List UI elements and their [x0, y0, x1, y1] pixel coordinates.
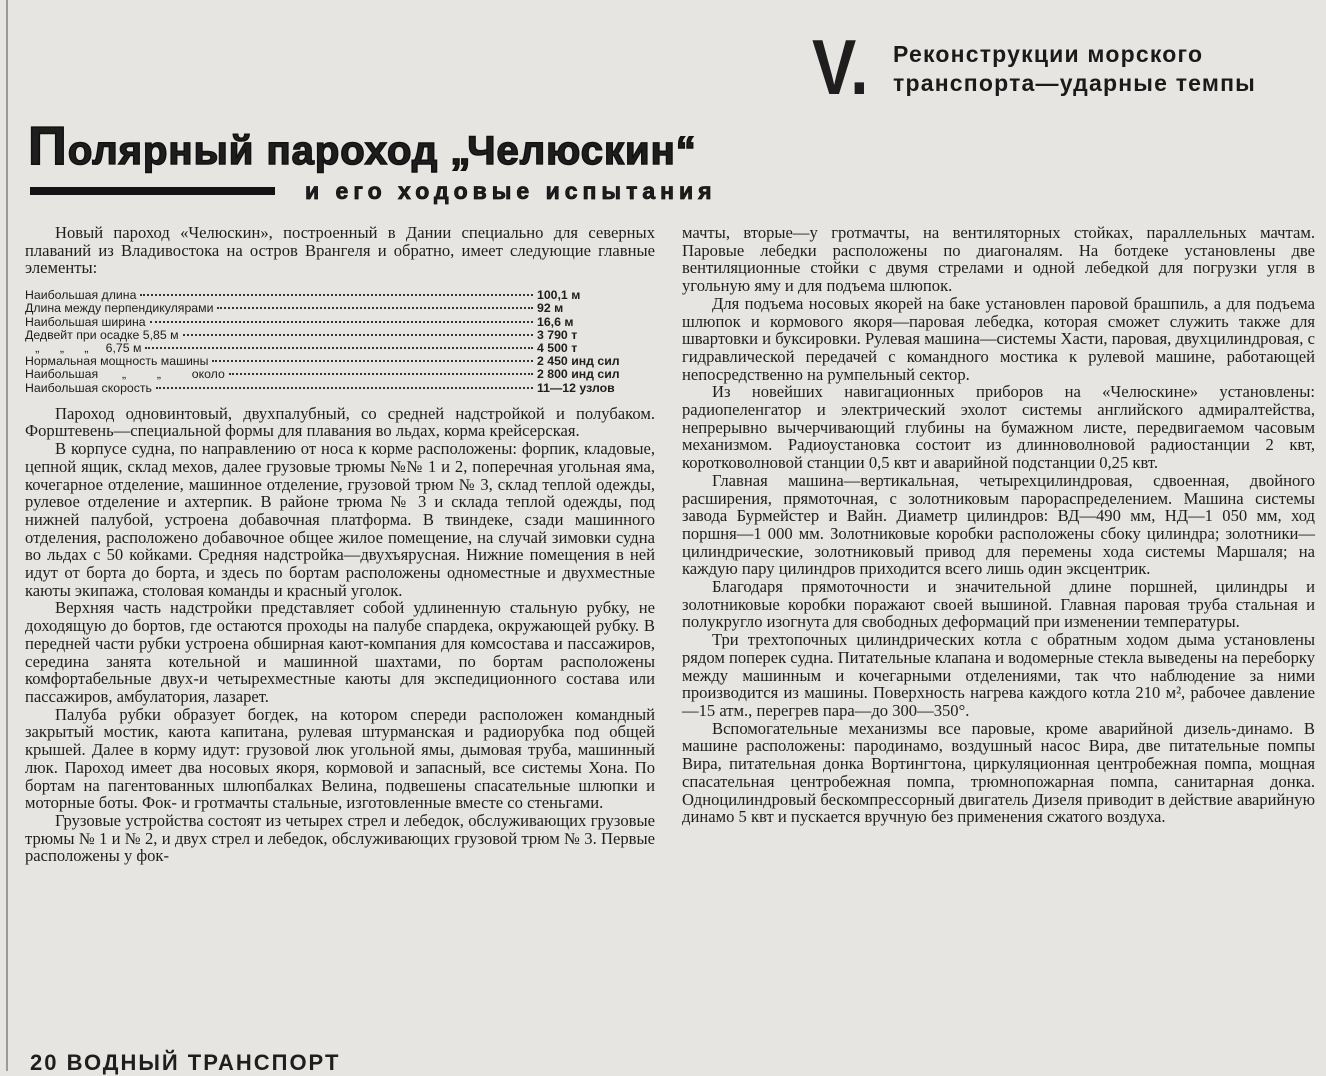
- dot-leader: [212, 360, 533, 362]
- spec-label: Нормальная мощность машины: [25, 354, 209, 369]
- body-paragraph: Верхняя часть надстройки представляет собой удлиненную стальную рубку, не доходящую до бортов, где остаются проходы на палубе спардека, окружающей рубку. В передней части рубки устроена обширная кают-компания для комсостава и пассажиров, середина занята котельной и машинной шахтами, по бортам расположены комфортабельные двух-и четырехместные каюты для экспедиционного состава или пассажиров, амбулатория, лазарет.: [25, 598, 655, 706]
- body-paragraph: Из новейших навигационных приборов на «Челюскине» установлены: радиопеленгатор и электрический эхолот системы английского адмиралтейства, непрерывно вычерчивающий глубины на бумажном листе, передвигаемом часовым механизмом. Радиоустановка состоит из длинноволновой радиостанции 2 квт, коротковолновой станции 0,5 квт и аварийной подстанции 0,25 квт.: [682, 382, 1315, 473]
- spec-row: [25, 302, 655, 315]
- body-paragraph: В корпусе судна, по направлению от носа к корме расположены: форпик, кладовые, цепной ящик, склад мехов, далее грузовые трюмы №№ 1 и 2, поперечная угольная яма, кочегарное отделение, машинное отделение, грузовой трюм № 3, склад теплой одежды, рулевое отделение и ахтерпик. В районе трюма № 3 и склада теплой одежды, под нижней палубой, устроена добавочная платформа. В твиндеке, сзади машинного отделения, расположено добавочное общее жилое помещение, на случай зимовки судна во льдах с 50 койками. Средняя надстройка—двухъярусная. Нижние помещения в ней идут от борта до борта, и здесь по бортам расположены одноместные и двухместные каюты экипажа, столовая команды и красный уголок.: [25, 439, 655, 600]
- dot-leader: [145, 347, 533, 349]
- spec-label: Наибольшая „ „ около: [25, 367, 225, 382]
- left-column: [25, 224, 655, 865]
- dot-leader: [156, 387, 533, 389]
- intro-paragraph: Новый пароход «Челюскин», построенный в Дании специально для северных плаваний из Владивостока на остров Врангеля и обратно, имеет следующие главные элементы:: [25, 223, 655, 278]
- body-paragraph: Главная машина—вертикальная, четырехцилиндровая, сдвоенная, двойного расширения, прямоточная, с золотниковым парораспределением. Машина системы завода Бурмейстер и Вайн. Диаметр цилиндров: ВД—490 мм, НД—1 050 мм, ход поршня—1 000 мм. Золотниковые коробки расположены сбоку цилиндра; золотники—цилиндрические, золотниковый привод для перемены хода системы Маршаля; на каждую пару цилиндров приходится всего лишь один эксцентрик.: [682, 470, 1315, 579]
- spec-value: 4 500 т: [537, 340, 578, 355]
- spec-label: Наибольшая ширина: [25, 314, 146, 329]
- dot-leader: [183, 334, 533, 336]
- dot-leader: [140, 294, 533, 296]
- title-text: олярный пароход „Челюскин“: [67, 129, 697, 173]
- article-title: [28, 118, 697, 179]
- section-numeral: V.: [812, 23, 869, 111]
- spec-label: Наибольшая скорость: [25, 380, 152, 395]
- spec-label: Длина между перпендикулярами: [25, 301, 214, 316]
- continuation-paragraph: мачты, вторые—у гротмачты, на вентиляторных стойках, параллельных мачтам. Паровые лебедки расположены по диагоналям. На ботдеке установлены две вентиляционные стойки с двумя стрелами и одной лебедкой для погрузки угля в угольную яму и для подъема шлюпок.: [682, 223, 1315, 296]
- spec-row: [25, 316, 655, 329]
- spec-value: 16,6 м: [537, 314, 574, 329]
- page-footer: [30, 1050, 340, 1076]
- body-paragraph: Для подъема носовых якорей на баке установлен паровой брашпиль, а для подъема шлюпок и кормового якоря—паровая лебедка, которая сможет служить также для швартовки и буксировки. Рулевая машина—системы Хасти, паровая, двухцилиндровая, с гидравлической передачей с командного мостика к рулевой машине, работающей непосредственно на румпельный сектор.: [682, 293, 1315, 384]
- page-number: 20: [30, 1050, 59, 1075]
- spec-value: 2 800 инд сил: [537, 367, 620, 382]
- spec-row: [25, 368, 655, 381]
- section-heading-line2: транспорта—ударные темпы: [893, 70, 1257, 96]
- section-heading: [893, 40, 1256, 98]
- section-heading-line1: Реконструкции морского: [893, 41, 1204, 67]
- spec-value: 92 м: [537, 301, 564, 316]
- dot-leader: [229, 373, 533, 375]
- spec-label: Наибольшая длина: [25, 288, 137, 303]
- body-paragraph: Три трехтопочных цилиндрических котла с обратным ходом дыма установлены рядом поперек судна. Питательные клапана и водомерные стекла выведены на переборку между машинным и кочегарными отделениями, так что наблюдение за ними производится из машины. Поверхность нагрева каждого котла 210 м², рабочее давление—15 атм., перегрев пара—до 300—350°.: [682, 630, 1315, 720]
- title-initial: П: [28, 116, 68, 176]
- spec-value: 11—12 узлов: [537, 380, 615, 395]
- publication-name: ВОДНЫЙ ТРАНСПОРТ: [66, 1050, 341, 1075]
- title-rule: [30, 187, 275, 195]
- spec-label: „ „ „ 6,75 м: [25, 340, 142, 355]
- dot-leader: [217, 307, 533, 309]
- body-paragraph: Грузовые устройства состоят из четырех стрел и лебедок, обслуживающих грузовые трюмы № 1 и № 2, и двух стрел и лебедок, обслуживающих грузовой трюм № 3. Первые расположены у фок-: [25, 810, 655, 866]
- spec-value: 100,1 м: [537, 288, 581, 303]
- dot-leader: [150, 321, 533, 323]
- body-paragraph: Пароход одновинтовый, двухпалубный, со средней надстройкой и полубаком. Форштевень—специальной формы для плавания во льдах, корма крейсерская.: [25, 403, 655, 441]
- spec-value: 2 450 инд сил: [537, 354, 620, 369]
- right-column: [682, 224, 1315, 826]
- article-subtitle: и его ходовые испытания: [305, 178, 717, 204]
- body-paragraph: Палуба рубки образует богдек, на котором спереди расположен командный закрытый мостик, каюта капитана, рулевая штурманская и радиорубка под общей крышей. Далее в корму идут: грузовой люк угольной ямы, дымовая труба, машинный люк. Пароход имеет два носовых якоря, кормовой и запасный, все системы Хона. По бортам на пагентованных шлюпбалках Велина, подвешены спасательные шлюпки и моторные боты. Фок- и гротмачты стальные, изготовленные вместе со стеньгами.: [25, 704, 655, 813]
- spec-label: Дедвейт при осадке 5,85 м: [25, 327, 179, 342]
- page-edge-line: [6, 0, 8, 1071]
- body-paragraph: Благодаря прямоточности и значительной длине поршней, цилиндры и золотниковые коробки поражают своей вышиной. Главная паровая труба стальная и полукругло изогнута для свободных деформаций при изменении температуры.: [682, 577, 1315, 632]
- right-paragraphs: [682, 295, 1315, 826]
- spec-value: 3 790 т: [537, 327, 578, 342]
- left-paragraphs: [25, 405, 655, 865]
- spec-row: [25, 382, 655, 395]
- specs-table: [25, 289, 655, 395]
- spec-row: [25, 329, 655, 342]
- body-paragraph: Вспомогательные механизмы все паровые, кроме аварийной дизель-динамо. В машине расположены: пародинамо, воздушный насос Вира, две питательные помпы Вира, питательная донка Вортингтона, циркуляционная центробежная помпа, мощная спасательная центробежная помпа, трюмнопожарная помпа, санитарная донка. Одноцилиндровый бескомпрессорный двигатель Дизеля приводит в действие аварийную динамо 5 квт и пускается вручную без применения сжатого воздуха.: [682, 718, 1315, 827]
